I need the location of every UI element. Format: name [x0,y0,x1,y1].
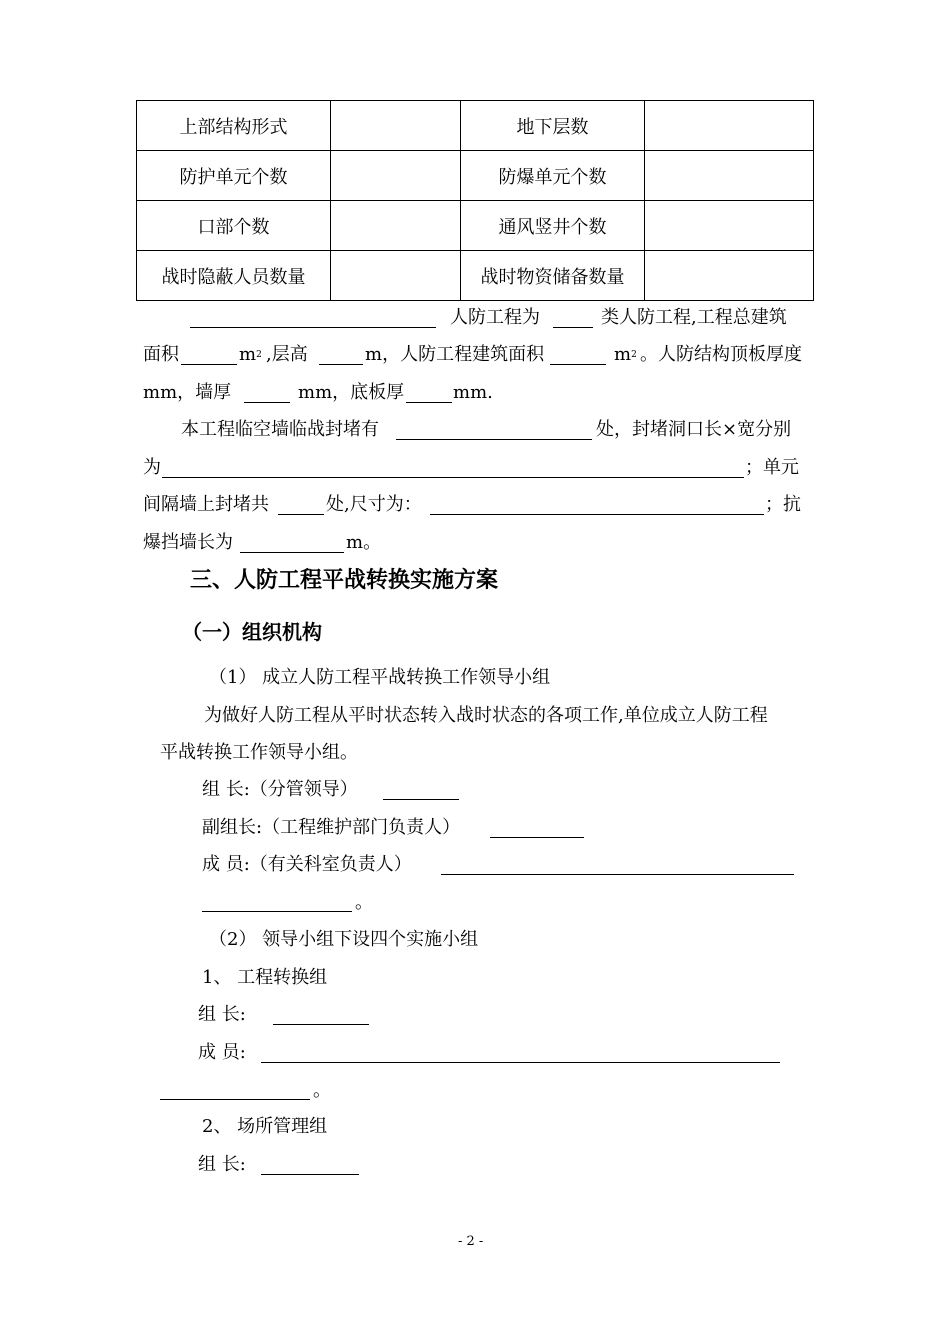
blank-line [162,477,744,478]
leader-label: 组 长:（分管领导） [202,779,358,800]
para1-text: mm，墙厚 [143,382,232,403]
blank-line [490,837,584,838]
para1-text [614,345,637,365]
para1-text: mm，底板厚 [298,382,405,403]
table-cell [645,251,814,301]
intro-text: 平战转换工作领导小组。 [160,742,358,763]
table-cell: 防爆单元个数 [461,151,645,201]
period-mark: 。 [313,1080,331,1101]
members-label: 成 员:（有关科室负责人） [202,854,412,875]
blank-line [550,364,606,365]
table-cell [645,201,814,251]
blank-line [244,402,290,403]
blank-line [278,514,324,515]
table-cell: 战时物资储备数量 [461,251,645,301]
para1-text: 面积 [143,344,179,365]
deputy-label: 副组长:（工程维护部门负责人） [202,817,461,838]
group-members-label: 成 员: [198,1042,246,1063]
unit-m: m [239,344,257,365]
blank-line [181,364,237,365]
table-cell: 上部结构形式 [137,101,331,151]
table-cell: 口部个数 [137,201,331,251]
blank-line [441,874,794,875]
item-heading: （1） 成立人防工程平战转换工作领导小组 [209,667,551,688]
table-cell [645,101,814,151]
blank-line [553,327,593,328]
page-number: - 2 - [458,1234,484,1249]
table-cell [331,101,461,151]
para1-text [239,345,262,365]
table-cell [331,151,461,201]
para1-text: 类人防工程,工程总建筑 [601,307,787,328]
blank-line [160,1099,310,1100]
para1-text: ,层高 [266,344,308,365]
table-row [137,151,814,201]
info-table [136,100,814,301]
subsection-title: （一）组织机构 [182,620,322,644]
para2-text: 处,尺寸为： [326,494,422,515]
para1-text: m，人防工程建筑面积 [365,344,545,365]
blank-line [396,439,592,440]
para1-text: mm. [453,382,493,403]
blank-line [383,799,459,800]
table-cell: 通风竖井个数 [461,201,645,251]
section-title: 三、人防工程平战转换实施方案 [190,568,499,593]
unit-m: m [614,344,632,365]
table-cell: 战时隐蔽人员数量 [137,251,331,301]
blank-line [261,1174,359,1175]
table-cell [331,251,461,301]
group-title: 2、 场所管理组 [202,1116,328,1137]
table-cell: 防护单元个数 [137,151,331,201]
blank-line [202,911,352,912]
blank-line [406,402,452,403]
para2-text: 处，封堵洞口长×宽分别 [596,419,792,440]
group-leader-label: 组 长: [198,1154,246,1175]
para1-text: 。人防结构顶板厚度 [640,344,802,365]
para2-text: 爆挡墙长为 [143,532,233,553]
intro-text: 为做好人防工程从平时状态转入战时状态的各项工作,单位成立人防工程 [204,705,768,726]
table-cell: 地下层数 [461,101,645,151]
blank-line [273,1024,369,1025]
table-row [137,101,814,151]
table-row [137,201,814,251]
para2-text: 本工程临空墙临战封堵有 [181,419,379,440]
table-cell [645,151,814,201]
item-heading: （2） 领导小组下设四个实施小组 [209,929,479,950]
blank-line [261,1062,780,1063]
para2-text: m。 [346,532,382,553]
blank-line [430,514,764,515]
para2-text: ；单元 [745,457,799,478]
period-mark: 。 [355,892,373,913]
superscript: 2 [631,350,637,360]
para2-text: 为 [143,457,161,478]
blank-line [190,327,436,328]
group-title: 1、 工程转换组 [202,967,328,988]
superscript: 2 [256,350,262,360]
para2-text: 间隔墙上封堵共 [143,494,269,515]
group-leader-label: 组 长: [198,1004,246,1025]
para1-text: 人防工程为 [450,307,540,328]
table-row [137,251,814,301]
table-cell [331,201,461,251]
blank-line [240,552,344,553]
blank-line [319,364,363,365]
para2-text: ；抗 [765,494,801,515]
